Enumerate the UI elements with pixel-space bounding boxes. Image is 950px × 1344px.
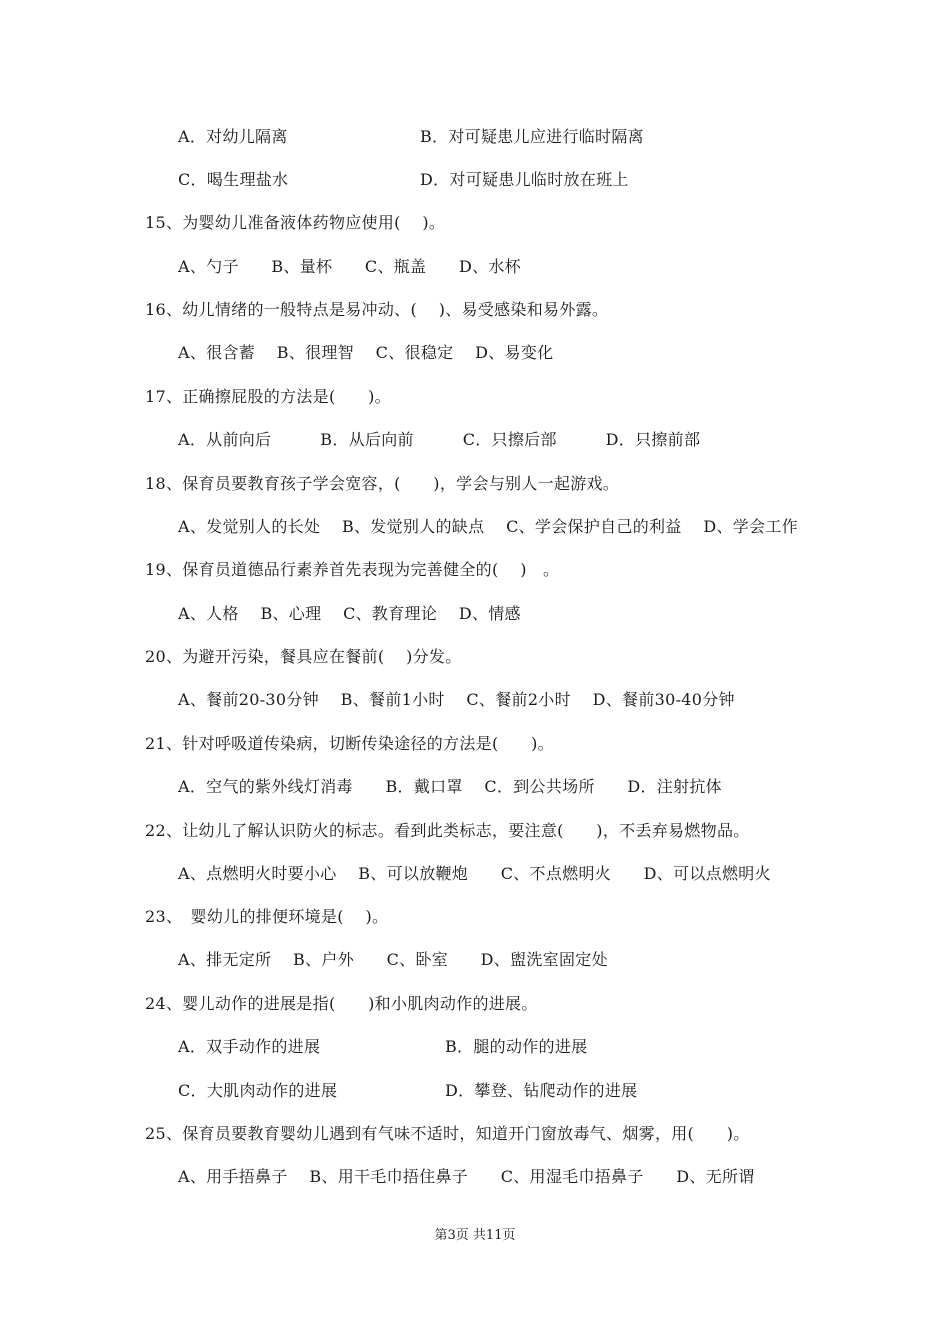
question-18: 18、保育员要教育孩子学会宽容，( )，学会与别人一起游戏。 [145, 474, 620, 493]
options-23: A、排无定所 B、户外 C、卧室 D、盥洗室固定处 [178, 950, 608, 969]
question-19: 19、保育员道德品行素养首先表现为完善健全的( ) 。 [145, 560, 560, 579]
question-22: 22、让幼儿了解认识防火的标志。看到此类标志，要注意( )，不丢弃易燃物品。 [145, 821, 750, 840]
options-19: A、人格 B、心理 C、教育理论 D、情感 [178, 604, 521, 623]
question-20: 20、为避开污染，餐具应在餐前( )分发。 [145, 647, 462, 666]
option-line: D．对可疑患儿临时放在班上 [420, 170, 629, 189]
option-line: C．大肌肉动作的进展 [178, 1081, 338, 1100]
question-24: 24、婴儿动作的进展是指( )和小肌肉动作的进展。 [145, 994, 538, 1013]
options-18: A、发觉别人的长处 B、发觉别人的缺点 C、学会保护自己的利益 D、学会工作 [178, 517, 798, 536]
options-22: A、点燃明火时要小心 B、可以放鞭炮 C、不点燃明火 D、可以点燃明火 [178, 864, 771, 883]
question-25: 25、保育员要教育婴幼儿遇到有气味不适时，知道开门窗放毒气、烟雾，用( )。 [145, 1124, 750, 1143]
question-23: 23、 婴幼儿的排便环境是( )。 [145, 907, 389, 926]
options-21: A．空气的紫外线灯消毒 B．戴口罩 C．到公共场所 D．注射抗体 [178, 777, 722, 796]
options-25: A、用手捂鼻子 B、用干毛巾捂住鼻子 C、用湿毛巾捂鼻子 D、无所谓 [178, 1167, 755, 1186]
options-15: A、勺子 B、量杯 C、瓶盖 D、水杯 [178, 257, 521, 276]
options-16: A、很含蓄 B、很理智 C、很稳定 D、易变化 [178, 343, 554, 362]
question-16: 16、幼儿情绪的一般特点是易冲动、( )、易受感染和易外露。 [145, 300, 609, 319]
question-17: 17、正确擦屁股的方法是( )。 [145, 387, 391, 406]
question-21: 21、针对呼吸道传染病，切断传染途径的方法是( )。 [145, 734, 554, 753]
page-footer: 第3页 共11页 [434, 1228, 516, 1243]
question-15: 15、为婴幼儿准备液体药物应使用( )。 [145, 213, 446, 232]
option-line: B．对可疑患儿应进行临时隔离 [420, 127, 644, 146]
options-20: A、餐前20-30分钟 B、餐前1小时 C、餐前2小时 D、餐前30-40分钟 [178, 690, 735, 709]
option-line: C．喝生理盐水 [178, 170, 289, 189]
option-line: A．双手动作的进展 [178, 1037, 321, 1056]
options-17: A．从前向后 B．从后向前 C．只擦后部 D．只擦前部 [178, 430, 701, 449]
option-line: B．腿的动作的进展 [445, 1037, 588, 1056]
option-line: A．对幼儿隔离 [178, 127, 288, 146]
option-line: D．攀登、钻爬动作的进展 [445, 1081, 638, 1100]
